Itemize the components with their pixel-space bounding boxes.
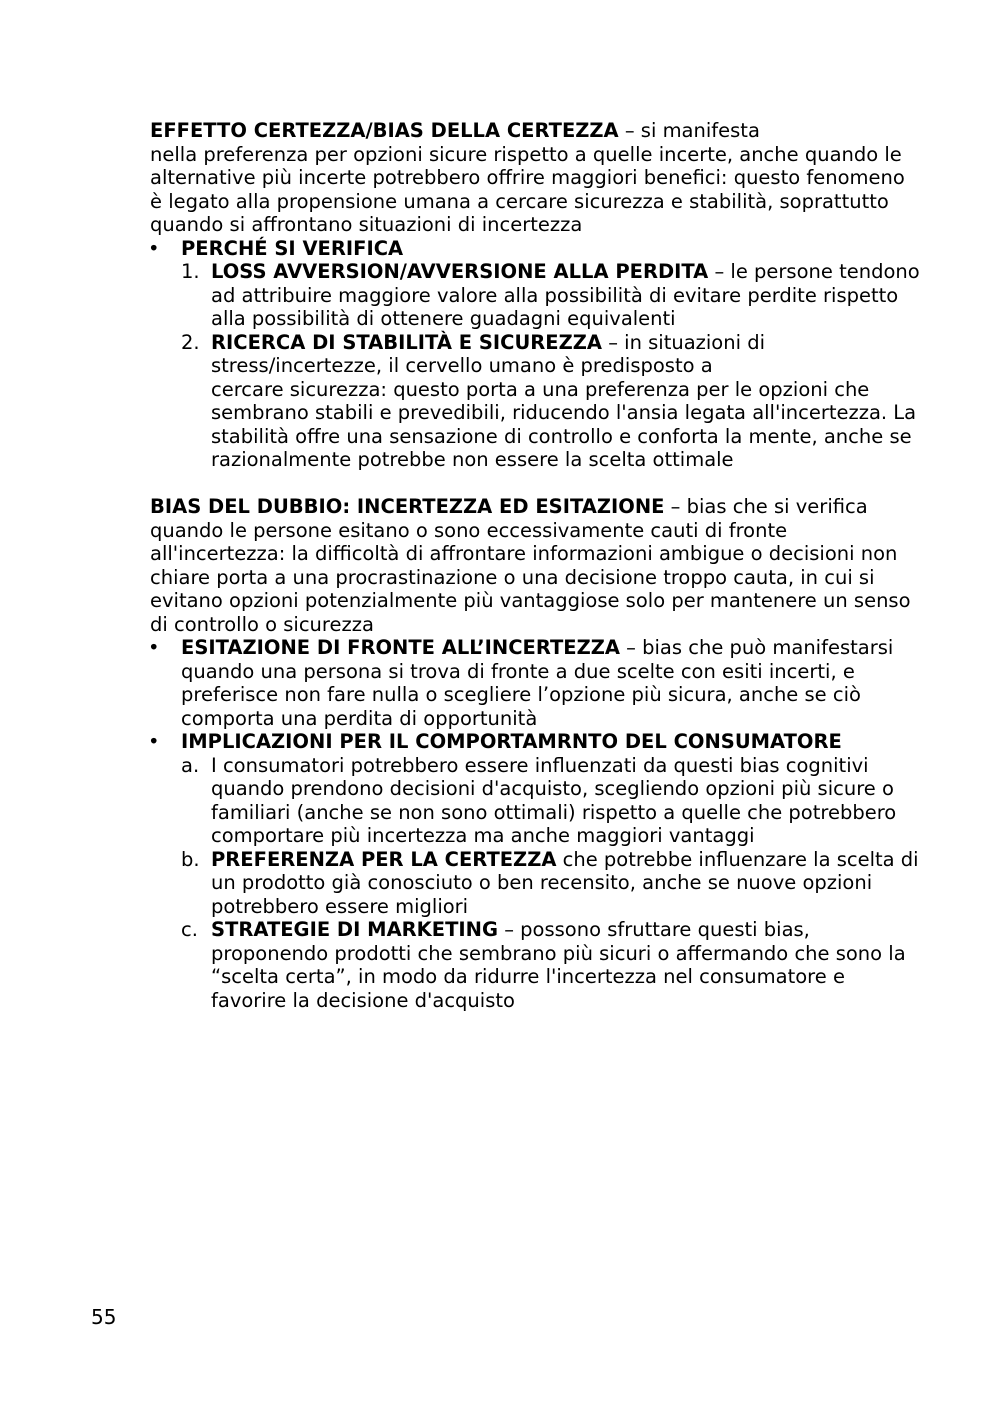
list-item-bold: STRATEGIE DI MARKETING (211, 918, 498, 941)
list-marker: c. (181, 918, 198, 941)
list-item-stabilita (150, 331, 920, 378)
bullet-perche (150, 237, 920, 261)
list-item-bold: LOSS AVVERSION/AVVERSIONE ALLA PERDITA (211, 260, 709, 283)
page-number: 55 (91, 1305, 117, 1329)
list-item-text: che potrebbe influenzare la scelta di un prodotto già conosciuto o ben recensito, anche se nuove opzioni potrebbero essere migliori (211, 847, 919, 918)
section-certezza-title: EFFETTO CERTEZZA/BIAS DELLA CERTEZZA (150, 119, 619, 142)
bullet-esitazione (150, 636, 920, 730)
list-item-marketing (150, 918, 920, 1012)
list-item-bold: PREFERENZA PER LA CERTEZZA (211, 847, 557, 871)
section-certezza-text-1: – si manifesta (618, 119, 760, 142)
list-item-consumatori (150, 754, 920, 848)
section-dubbio-text: – bias che si verifica quando le persone esitano o sono eccessivamente cauti di fronte all'incertezza: la difficoltà di affrontare informazioni ambigue o decisioni non chiare porta a una procrastinazione o una decisione troppo cauta, in cui si evitano opzioni potenzialmente più vantaggiose solo per mantenere un senso di controllo o sicurezza (150, 495, 911, 636)
list-item-text: – in situazioni di stress/incertezze, il cervello umano è predisposto a (211, 330, 766, 377)
bullet-esitazione-bold: ESITAZIONE DI FRONTE ALL’INCERTEZZA (181, 636, 620, 659)
list-item-bold: RICERCA DI STABILITÀ E SICUREZZA (211, 330, 602, 354)
list-item-preferenza (150, 848, 920, 919)
bullet-implicazioni-label: IMPLICAZIONI PER IL COMPORTAMRNTO DEL CONSUMATORE (181, 730, 842, 753)
list-item-loss-aversion (150, 260, 920, 331)
section-dubbio-title: BIAS DEL DUBBIO: INCERTEZZA ED ESITAZIONE (150, 495, 665, 518)
list-marker: a. (181, 753, 200, 777)
list-marker: 1. (181, 260, 200, 283)
bullet-esitazione-text: – bias che può manifestarsi quando una persona si trova di fronte a due scelte con esiti incerti, e preferisce non fare nulla o scegliere l’opzione più sicura, anche se ciò comporta una perdita di opportunità (181, 636, 894, 730)
bullet-perche-label: PERCHÉ SI VERIFICA (181, 236, 404, 260)
list-marker: 2. (181, 330, 200, 354)
paragraph-gap (150, 472, 920, 496)
list-item-text: I consumatori potrebbero essere influenzati da questi bias cognitivi quando prendono decisioni d'acquisto, scegliendo opzioni più sicure o familiari (anche se non sono ottimali) rispetto a quelle che potrebbero comportare più incertezza ma anche maggiori vantaggi (211, 753, 897, 847)
list-item-text: – le persone tendono ad attribuire maggiore valore alla possibilità di evitare perdite rispetto alla possibilità di ottenere guadagni equivalenti (211, 260, 920, 330)
bullet-implicazioni (150, 730, 920, 754)
list-item-stabilita-cont: cercare sicurezza: questo porta a una preferenza per le opzioni che sembrano stabili e prevedibili, riducendo l'ansia legata all'incertezza. La stabilità offre una sensazione di controllo e conforta la mente, anche se razionalmente potrebbe non essere la scelta ottimale (211, 377, 917, 471)
section-dubbio-intro (150, 495, 920, 636)
section-certezza-text-2: nella preferenza per opzioni sicure rispetto a quelle incerte, anche quando le alternative più incerte potrebbero offrire maggiori benefici: questo fenomeno è legato alla propensione umana a cercare sicurezza e stabilità, soprattutto quando si affrontano situazioni di incertezza (150, 142, 905, 236)
list-item-text: – possono sfruttare questi bias, proponendo prodotti che sembrano più sicuri o affermando che sono la “scelta certa”, in modo da ridurre l'incertezza nel consumatore e favorire la decisione d'acquisto (211, 918, 906, 1012)
list-marker: b. (181, 847, 200, 871)
page-content (150, 119, 920, 1012)
section-certezza-intro (150, 119, 920, 143)
